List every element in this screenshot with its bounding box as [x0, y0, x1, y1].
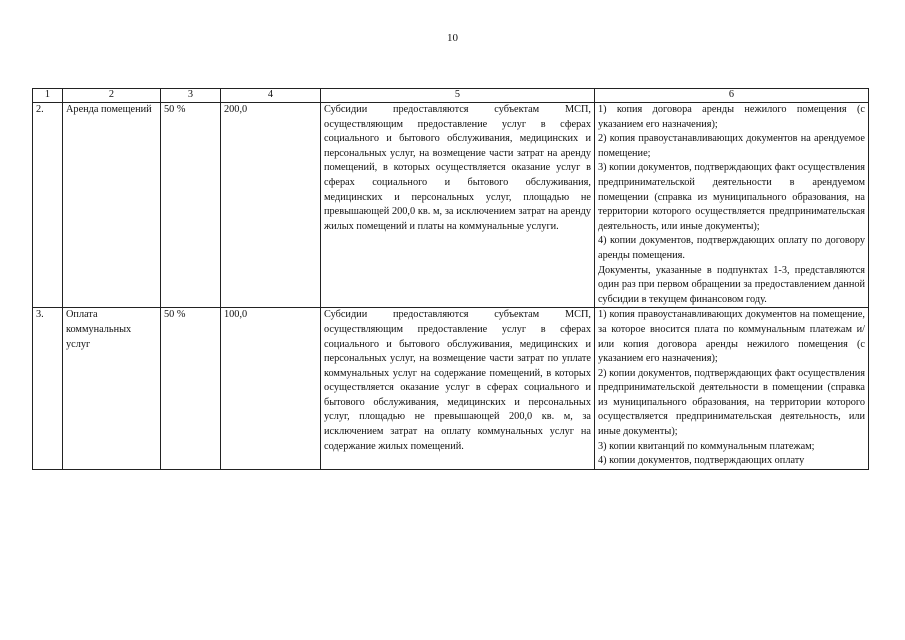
page-number: 10 — [447, 32, 458, 44]
subsidy-amount: 200,0 — [221, 103, 321, 308]
subsidy-condition: Субсидии предоставляются субъектам МСП, осуществляющим предоставление услуг в сферах социального и бытового обслуживания, медицинских и персональных услуг, на возмещение части затрат на аренду помещений, в которых осуществляется оказание услуг в сферах социального и бытового обслуживания, медицинских и персональных услуг, площадью не превышающей 200,0 кв. м, за исключением затрат на аренду жилых помещений и платы на коммунальные услуги. — [321, 103, 595, 308]
column-header: 5 — [321, 89, 595, 103]
table-row — [33, 308, 869, 470]
document-item: 2) копии документов, подтверждающих факт осуществления предпринимательской деятельности в помещении (справка из муниципального образования, на территории которого осуществляется предпринимательская деятельность, или иные документы); — [598, 367, 865, 438]
document-item: 1) копия правоустанавливающих документов на помещение, за которое вносится плата по коммунальным платежам и/или копия договора аренды нежилого помещения (с указанием его назначения); — [598, 309, 865, 365]
subsidy-name: Аренда помещений — [63, 103, 161, 308]
document-item: 2) копия правоустанавливающих документов на арендуемое помещение; — [598, 133, 865, 159]
column-header: 4 — [221, 89, 321, 103]
subsidy-condition: Субсидии предоставляются субъектам МСП, осуществляющим предоставление услуг в сферах социального и бытового обслуживания, медицинских и персональных услуг, на возмещение части затрат по уплате коммунальных услуг на содержание помещений, в которых осуществляется оказание услуг в сферах социального и бытового обслуживания, медицинских и персональных услуг, площадью не превышающей 200,0 кв. м, за исключением затрат на оплату коммунальных услуг на содержание жилых помещений. — [321, 308, 595, 470]
subsidy-percent: 50 % — [161, 308, 221, 470]
document-item: 4) копии документов, подтверждающих оплату — [598, 455, 805, 467]
document-item: 3) копии квитанций по коммунальным платежам; — [598, 440, 815, 452]
column-header: 1 — [33, 89, 63, 103]
required-documents — [595, 308, 869, 470]
subsidy-name: Оплата коммунальных услуг — [63, 308, 161, 470]
subsidy-percent: 50 % — [161, 103, 221, 308]
subsidy-amount: 100,0 — [221, 308, 321, 470]
column-header: 6 — [595, 89, 869, 103]
column-header: 3 — [161, 89, 221, 103]
document-item: 1) копия договора аренды нежилого помещения (с указанием его назначения); — [598, 104, 865, 130]
table-header-row — [33, 89, 869, 103]
row-number: 3. — [33, 308, 63, 470]
document-item: 4) копии документов, подтверждающих оплату по договору аренды помещения. — [598, 235, 865, 261]
required-documents — [595, 103, 869, 308]
table-row — [33, 103, 869, 308]
subsidy-table — [32, 88, 869, 470]
document-note: Документы, указанные в подпунктах 1-3, представляются один раз при первом обращении за предоставлением данной субсидии в текущем финансовом году. — [598, 264, 865, 305]
row-number: 2. — [33, 103, 63, 308]
column-header: 2 — [63, 89, 161, 103]
document-item: 3) копии документов, подтверждающих факт осуществления предпринимательской деятельности в арендуемом помещении (справка из муниципального образования, на территории которого осуществляется предпринимательская деятельность, или иные документы); — [598, 162, 865, 232]
